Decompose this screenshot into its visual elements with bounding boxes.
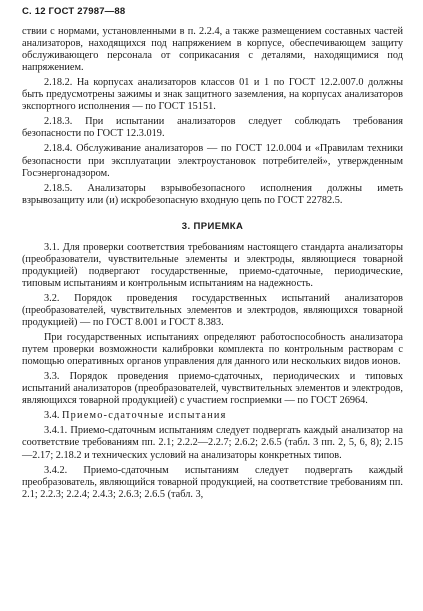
paragraph-3-4-1: 3.4.1. Приемо-сдаточным испытаниям следует подвергать каждый анализатор на соответствие требованиям пп. 2.1; 2.2.2—2.2.7; 2.6.2; 2.6.5 (табл. 3 пп. 2, 5, 6, 8); 2.15—2.17; 2.18.2 и технических условий на анализаторы конкретных типов.	[22, 425, 403, 461]
paragraph-3-4-2: 3.4.2. Приемо-сдаточным испытаниям следует подвергать каждый преобразователь, являющийся товарной продукцией, на соответствие требованиям пп. 2.1; 2.2.3; 2.2.4; 2.4.3; 2.6.3; 2.6.5 (табл. 3,	[22, 464, 403, 500]
paragraph-continuation: ствии с нормами, установленными в п. 2.2.4, а также размещением составных частей анализаторов, находящихся под напряжением в корпусе, обеспечивающем защиту обслуживающего персонала от соприкасания с деталями, находящимися под напряжением.	[22, 26, 403, 74]
page-header: С. 12 ГОСТ 27987—88	[22, 6, 126, 17]
paragraph-3-3: 3.3. Порядок проведения приемо-сдаточных, периодических и типовых испытаний анализаторов (преобразователей, чувствительных элементов и электродов, являющихся товарной продукцией) с участием госприемки — по ГОСТ 26964.	[22, 371, 403, 407]
paragraph-2-18-5: 2.18.5. Анализаторы взрывобезопасного исполнения должны иметь взрывозащиту или (и) искробезопасную входную цепь по ГОСТ 22782.5.	[22, 182, 403, 206]
section-heading: 3. ПРИЕМКА	[181, 220, 244, 232]
subsection-heading	[22, 410, 403, 422]
paragraph-2-18-3: 2.18.3. При испытании анализаторов следует соблюдать требования безопасности по ГОСТ 12.3.019.	[22, 116, 403, 140]
paragraph-2-18-2: 2.18.2. На корпусах анализаторов классов 01 и 1 по ГОСТ 12.2.007.0 должны быть предусмотрены зажимы и знак защитного заземления, на корпусах анализаторов экспортного исполнения — по ГОСТ 15151.	[22, 77, 403, 113]
subsection-number: 3.4.	[44, 410, 60, 422]
paragraph-3-2: 3.2. Порядок проведения государственных испытаний анализаторов (преобразователей, чувствительных элементов и электродов, являющихся товарной продукцией) — по ГОСТ 8.001 и ГОСТ 8.383.	[22, 292, 403, 329]
subsection-title: Приемо-сдаточные испытания	[62, 410, 227, 422]
paragraph-3-2-note: При государственных испытаниях определяют работоспособность анализатора путем проверки возможности калибровки комплекта по контрольным растворам с помощью оперативных органов управления для данного или нескольких видов ионов.	[22, 332, 403, 368]
paragraph-3-1: 3.1. Для проверки соответствия требованиям настоящего стандарта анализаторы (преобразователи, чувствительные элементы и электроды, являющиеся товарной продукцией) подвергают государственные, приемо-сдаточные, периодические, типовым испытаниям и контрольным испытаниям на надежность.	[22, 241, 403, 289]
paragraph-2-18-4: 2.18.4. Обслуживание анализаторов — по ГОСТ 12.0.004 и «Правилам техники безопасности при эксплуатации электроустановок потребителей», утвержденным Госэнергонадзором.	[22, 143, 403, 179]
